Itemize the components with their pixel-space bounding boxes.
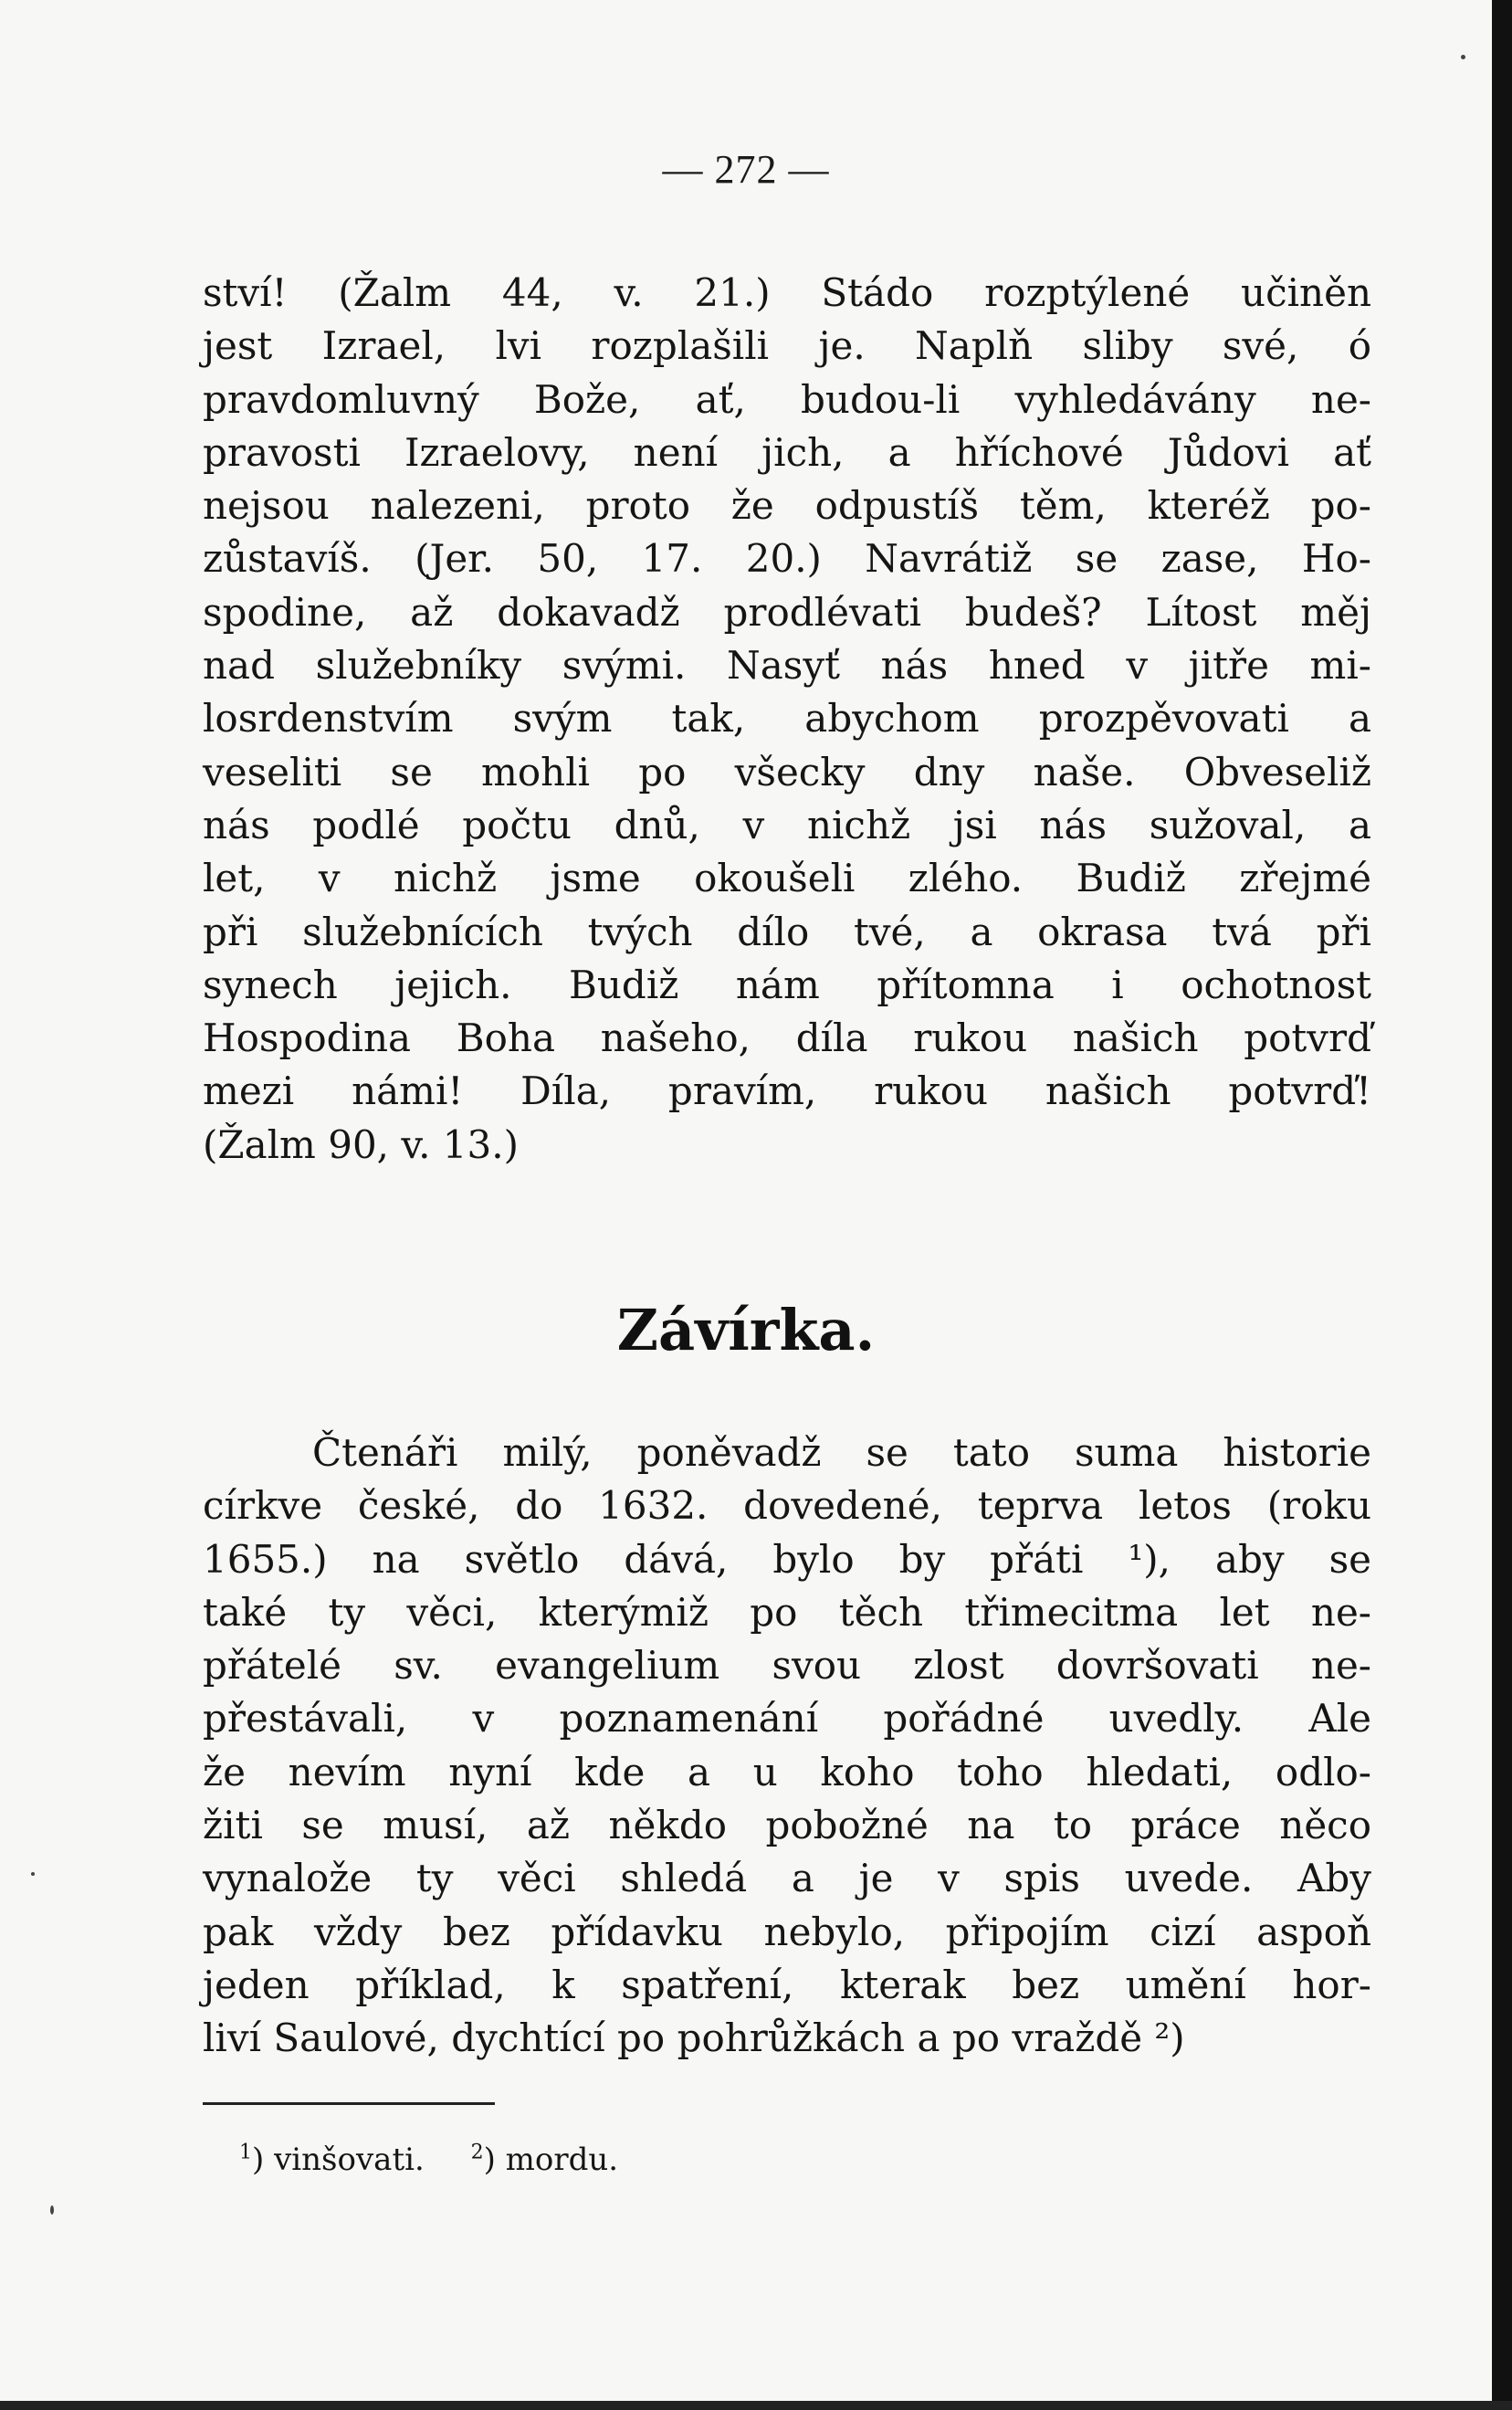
text-line: Čtenáři milý, poněvadž se tato suma historie (312, 1430, 1371, 1475)
scan-border-right (1492, 0, 1512, 2410)
scan-speck (1461, 55, 1465, 59)
footnotes (239, 2142, 655, 2178)
footnote-divider (203, 2102, 495, 2105)
text-line: 1655.) na světlo dává, bylo by přáti ¹), aby se (203, 1536, 1371, 1582)
text-line: nad služebníky svými. Nasyť nás hned v jitře mi- (203, 643, 1371, 689)
text-line: jest Izrael, lvi rozplašili je. Naplň sliby své, ó (203, 323, 1371, 369)
text-line: nejsou nalezeni, proto že odpustíš těm, kteréž po- (203, 483, 1371, 529)
text-line: přátelé sv. evangelium svou zlost dovršovati ne- (203, 1643, 1371, 1689)
text-line: také ty věci, kterýmiž po těch třimecitma let ne- (203, 1589, 1371, 1635)
scan-speck (50, 2205, 54, 2215)
text-line: při služebnících tvých dílo tvé, a okrasa tvá při (203, 909, 1371, 954)
text-line: nás podlé počtu dnů, v nichž jsi nás sužoval, a (203, 802, 1371, 847)
text-line: pravdomluvný Bože, ať, budou-li vyhledávány ne- (203, 376, 1371, 422)
scan-speck (31, 1872, 35, 1876)
paragraph-1 (203, 267, 1371, 1172)
text-line: veseliti se mohli po všecky dny naše. Obveseliž (203, 749, 1371, 795)
page-number: — 272 — (662, 147, 830, 192)
text-line: mezi námi! Díla, pravím, rukou našich potvrď! (203, 1068, 1371, 1114)
text-line: zůstavíš. (Jer. 50, 17. 20.) Navrátiž se zase, Ho- (203, 536, 1371, 582)
text-line: synech jejich. Budiž nám přítomna i ochotnost (203, 962, 1371, 1007)
text-line: Hospodina Boha našeho, díla rukou našich potvrď (203, 1016, 1371, 1061)
footnote-2: $^2$) mordu. (470, 2142, 619, 2179)
section-heading: Závírka. (616, 1297, 876, 1363)
text-line: losrdenstvím svým tak, abychom prozpěvovati a (203, 696, 1371, 742)
text-line: let, v nichž jsme okoušeli zlého. Budiž zřejmé (203, 856, 1371, 901)
footnote-1: $^1$) vinšovati. (239, 2142, 425, 2179)
text-line: vynalože ty věci shledá a je v spis uvede. Aby (203, 1856, 1371, 1901)
text-line: pak vždy bez přídavku nebylo, připojím cizí aspoň (203, 1909, 1371, 1954)
text-line: ství! (Žalm 44, v. 21.) Stádo rozptýlené učiněn (203, 270, 1371, 315)
text-line: spodine, až dokavadž prodlévati budeš? Lítost měj (203, 589, 1371, 635)
text-line: pravosti Izraelovy, není jich, a hříchové Jůdovi ať (203, 429, 1371, 475)
text-line: církve české, do 1632. dovedené, teprva letos (roku (203, 1483, 1371, 1529)
text-line: (Žalm 90, v. 13.) (203, 1121, 519, 1167)
text-line: jeden příklad, k spatření, kterak bez umění hor- (203, 1962, 1371, 2007)
text-line: liví Saulové, dychtící po pohrůžkách a po vraždě ²) (203, 2015, 1185, 2061)
paragraph-2 (203, 1426, 1371, 2066)
scan-border-bottom (0, 2401, 1512, 2410)
text-line: žiti se musí, až někdo pobožné na to práce něco (203, 1803, 1371, 1848)
text-line: přestávali, v poznamenání pořádné uvedly. Ale (203, 1696, 1371, 1742)
text-line: že nevím nyní kde a u koho toho hledati, odlo- (203, 1749, 1371, 1794)
